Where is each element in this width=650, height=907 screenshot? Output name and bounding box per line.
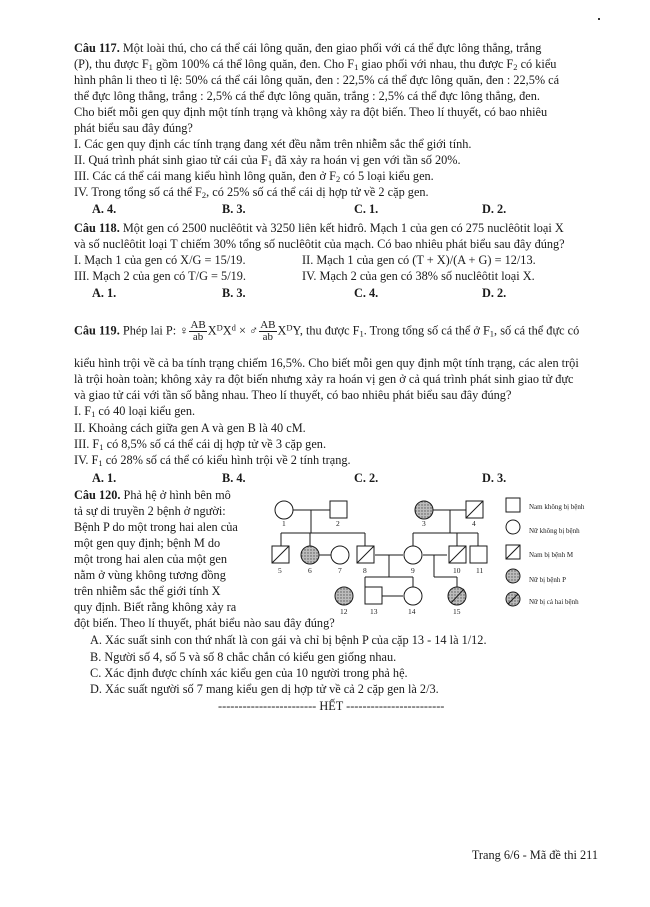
q120-line9: đột biến. Theo lí thuyết, phát biểu nào sau đây đúng? xyxy=(74,616,335,630)
option-b: B. 3. xyxy=(222,202,246,216)
label-11: 11 xyxy=(476,566,484,575)
option-c: C. 4. xyxy=(354,286,379,300)
q118-statement-2: II. Mạch 1 của gen có (T + X)/(A + G) = 12/13. xyxy=(302,253,536,267)
q119-statement-1: I. $F_1$ có 40 loại kiểu gen. xyxy=(74,404,196,419)
option-a: A. 1. xyxy=(92,286,117,300)
individual-3 xyxy=(415,501,433,519)
label-1: 1 xyxy=(282,519,286,528)
q117-line3: hình phân li theo tỉ lệ: 50% cá thể cái lông quăn, đen : 22,5% cá thể đực lông quăn, đen : 22,5% cá xyxy=(74,73,560,87)
legend-normal-male-icon xyxy=(506,498,520,512)
fraction: $\frac{AB}{ab}$ xyxy=(260,319,276,343)
q119-line3: là trội hoàn toàn; không xảy ra đột biến nhưng xảy ra hoán vị gen ở cả quá trình phát sinh giao tử đực xyxy=(74,372,574,386)
q117-statement-4: IV. Trong tổng số cá thể $F_2$, có 25% số cá thể cái dị hợp tử về 2 cặp gen. xyxy=(74,185,429,200)
q119-line4: và giao tử cái với tần số bằng nhau. Theo lí thuyết, có bao nhiêu phát biểu sau đây đúng? xyxy=(74,388,512,402)
option-c: C. 1. xyxy=(354,202,379,216)
q117-line5: Cho biết mỗi gen quy định một tính trạng và không xảy ra đột biến. Theo lí thuyết, có bao nhiêu xyxy=(74,105,548,119)
label-3: 3 xyxy=(422,519,426,528)
individual-7 xyxy=(331,546,349,564)
q120-line6: nằm ở vùng không tương đồng xyxy=(74,568,226,582)
individual-12 xyxy=(335,587,353,605)
q117-statement-2: II. Quá trình phát sinh giao tử cái của $F_1$ đã xảy ra hoán vị gen với tần số 20%. xyxy=(74,153,461,168)
option-d: D. 3. xyxy=(482,471,507,485)
individual-9 xyxy=(404,546,422,564)
option-d: D. 2. xyxy=(482,286,507,300)
label-8: 8 xyxy=(363,566,367,575)
q119-line2: kiểu hình trội về cả ba tính trạng chiếm 16,5%. Cho biết mỗi gen quy định một tính trạng, các alen trội xyxy=(74,356,579,370)
q117-line6: phát biểu sau đây đúng? xyxy=(74,121,193,135)
q117-line1: Câu 117. Một loài thú, cho cá thể cái lông quăn, đen giao phối với cá thể đực lông thẳng, trắng xyxy=(74,41,542,55)
label-9: 9 xyxy=(411,566,415,575)
option-c: C. 2. xyxy=(354,471,379,485)
q118-statement-1: I. Mạch 1 của gen có X/G = 15/19. xyxy=(74,253,246,267)
label-13: 13 xyxy=(370,607,378,616)
label-2: 2 xyxy=(336,519,340,528)
label-6: 6 xyxy=(308,566,312,575)
pedigree-diagram xyxy=(268,492,558,628)
individual-2 xyxy=(330,501,347,518)
q120-line8: quy định. Biết rằng không xảy ra xyxy=(74,600,237,614)
q118-statement-3: III. Mạch 2 của gen có T/G = 5/19. xyxy=(74,269,246,283)
q117-line4: thể đực lông thẳng, trắng : 2,5% cá thể đực lông quăn, trắng : 2,5% cá thể đực lông thẳng, đen. xyxy=(74,89,540,103)
q120-line5: một trong hai alen của một gen xyxy=(74,552,227,566)
q117-statement-1: I. Các gen quy định các tính trạng đang xét đều nằm trên nhiễm sắc thể giới tính. xyxy=(74,137,472,151)
individual-13 xyxy=(365,587,382,604)
option-a: A. 1. xyxy=(92,471,117,485)
q117-statement-3: III. Các cá thể cái mang kiểu hình lông quăn, đen ở $F_2$ có 5 loại kiểu gen. xyxy=(74,169,434,184)
label-14: 14 xyxy=(408,607,416,616)
q120-line1: Câu 120. Phả hệ ở hình bên mô xyxy=(74,488,231,502)
label-12: 12 xyxy=(340,607,348,616)
page-footer: Trang 6/6 - Mã đề thi 211 xyxy=(471,848,598,862)
q120-option-a: A. Xác suất sinh con thứ nhất là con gái và chỉ bị bệnh P của cặp 13 - 14 là 1/12. xyxy=(90,633,487,647)
option-b: B. 4. xyxy=(222,471,246,485)
legend-normal-female-icon xyxy=(506,520,520,534)
legend-label-3: Nam bị bệnh M xyxy=(529,551,574,559)
fraction: $\frac{AB}{ab}$ xyxy=(190,319,206,343)
label-5: 5 xyxy=(278,566,282,575)
label-15: 15 xyxy=(453,607,461,616)
q118-line2: và số nuclêôtit loại T chiếm 30% tổng số nuclêôtit của mạch. Có bao nhiêu phát biểu sau đây đúng? xyxy=(74,237,565,251)
end-marker: ------------------------ HẾT ------------------------ xyxy=(218,699,445,713)
speck xyxy=(598,18,600,20)
q120-line3: Bệnh P do một trong hai alen của xyxy=(74,520,238,534)
q120-line4: một gen quy định; bệnh M do xyxy=(74,536,221,550)
label-4: 4 xyxy=(472,519,476,528)
q119-statement-3: III. $F_1$ có 8,5% số cá thể cái dị hợp tử về 3 cặp gen. xyxy=(74,437,327,452)
legend-label-4: Nữ bị bệnh P xyxy=(529,576,567,584)
q120-line2: tả sự di truyền 2 bệnh ở người: xyxy=(74,504,226,518)
legend-label-1: Nam không bị bệnh xyxy=(529,503,585,511)
option-d: D. 2. xyxy=(482,202,507,216)
individual-14 xyxy=(404,587,422,605)
label-7: 7 xyxy=(338,566,342,575)
q117-line2: (P), thu được $F_1$ gồm 100% cá thể lông quăn, đen. Cho $F_1$ giao phối với nhau, thu được $F_2$ có kiểu xyxy=(74,57,557,72)
option-a: A. 4. xyxy=(92,202,117,216)
q119-statement-4: IV. $F_1$ có 28% số cá thể có kiểu hình trội về 2 tính trạng. xyxy=(74,453,351,468)
legend-female-p-icon xyxy=(506,569,520,583)
legend-label-2: Nữ không bị bệnh xyxy=(529,527,580,535)
individual-6 xyxy=(301,546,319,564)
legend-label-5: Nữ bị cả hai bệnh xyxy=(529,598,579,606)
q118-line1: Câu 118. Một gen có 2500 nuclêôtit và 3250 liên kết hiđrô. Mạch 1 của gen có 275 nuclêôtit loại X xyxy=(74,221,564,235)
q120-line7: trên nhiễm sắc thể giới tính X xyxy=(74,584,221,598)
q120-option-d: D. Xác suất người số 7 mang kiểu gen dị hợp tử về cả 2 cặp gen là 2/3. xyxy=(90,682,439,696)
individual-1 xyxy=(275,501,293,519)
option-b: B. 3. xyxy=(222,286,246,300)
label-10: 10 xyxy=(453,566,461,575)
individual-11 xyxy=(470,546,487,563)
q119-statement-2: II. Khoảng cách giữa gen A và gen B là 40 cM. xyxy=(74,421,306,435)
q118-statement-4: IV. Mạch 2 của gen có 38% số nuclêôtit loại X. xyxy=(302,269,535,283)
q119-line1: Câu 119. Phép lai P: ♀ $\frac{AB}{ab}$ $X^DX^d$ × ♂ $\frac{AB}{ab}$ $X^DY$, thu được $F_1$. Trong tổng số cá thể ở $F_1$, số cá thể đực có xyxy=(74,319,580,343)
q120-option-c: C. Xác định được chính xác kiểu gen của 10 người trong phả hệ. xyxy=(90,666,408,680)
q120-option-b: B. Người số 4, số 5 và số 8 chắc chắn có kiểu gen giống nhau. xyxy=(90,650,397,664)
